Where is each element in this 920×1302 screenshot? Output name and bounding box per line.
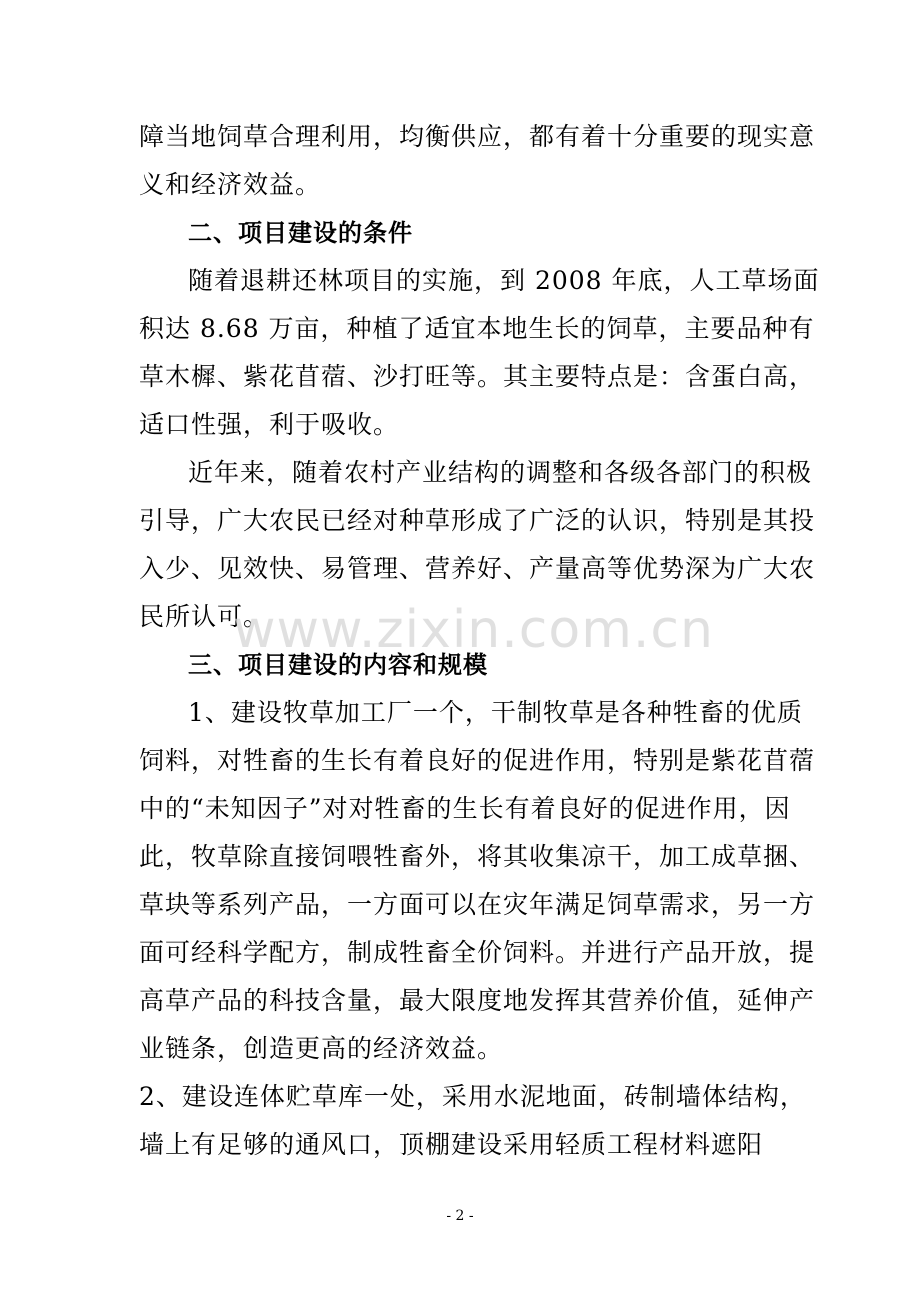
body-text-line: 障当地饲草合理利用，均衡供应，都有着十分重要的现实意 xyxy=(139,122,816,151)
body-text-line: 面可经科学配方，制成牲畜全价饲料。并进行产品开放，提 xyxy=(139,938,816,967)
body-text-line: 义和经济效益。 xyxy=(139,170,322,199)
body-text-line: 饲料，对牲畜的生长有着良好的促进作用，特别是紫花苜蓿 xyxy=(139,746,816,775)
body-text-line: 1、建设牧草加工厂一个，干制牧草是各种牲畜的优质 xyxy=(188,698,803,727)
body-text-line: 中的“未知因子”对对牲畜的生长有着良好的促进作用，因 xyxy=(139,794,791,823)
section-heading: 三、项目建设的内容和规模 xyxy=(188,651,488,679)
body-text-line: 此，牧草除直接饲喂牲畜外，将其收集凉干，加工成草捆、 xyxy=(139,842,816,871)
body-text-line: 民所认可。 xyxy=(139,602,270,631)
body-text-line: 墙上有足够的通风口，顶棚建设采用轻质工程材料遮阳 xyxy=(139,1130,764,1159)
body-text-line: 适口性强，利于吸收。 xyxy=(139,410,400,439)
body-text-line: 引导，广大农民已经对种草形成了广泛的认识，特别是其投 xyxy=(139,506,816,535)
body-text-line: 2、建设连体贮草库一处，采用水泥地面，砖制墙体结构， xyxy=(139,1082,806,1111)
body-text-line: 随着退耕还林项目的实施，到 2008 年底，人工草场面 xyxy=(188,266,820,295)
body-text-line: 草木樨、紫花苜蓿、沙打旺等。其主要特点是：含蛋白高， xyxy=(139,362,816,391)
body-text-line: 业链条，创造更高的经济效益。 xyxy=(139,1034,504,1063)
watermark: www.zixin.com.cn xyxy=(233,600,714,660)
section-heading: 二、项目建设的条件 xyxy=(188,219,413,247)
body-text-line: 近年来，随着农村产业结构的调整和各级各部门的积极 xyxy=(188,458,813,487)
body-text-line: 高草产品的科技含量，最大限度地发挥其营养价值，延伸产 xyxy=(139,986,816,1015)
body-text-line: 草块等系列产品，一方面可以在灾年满足饲草需求，另一方 xyxy=(139,890,816,919)
body-text-line: 积达 8.68 万亩，种植了适宜本地生长的饲草，主要品种有 xyxy=(139,314,815,343)
page-number: - 2 - xyxy=(446,1208,474,1224)
body-text-line: 入少、见效快、易管理、营养好、产量高等优势深为广大农 xyxy=(139,554,816,583)
